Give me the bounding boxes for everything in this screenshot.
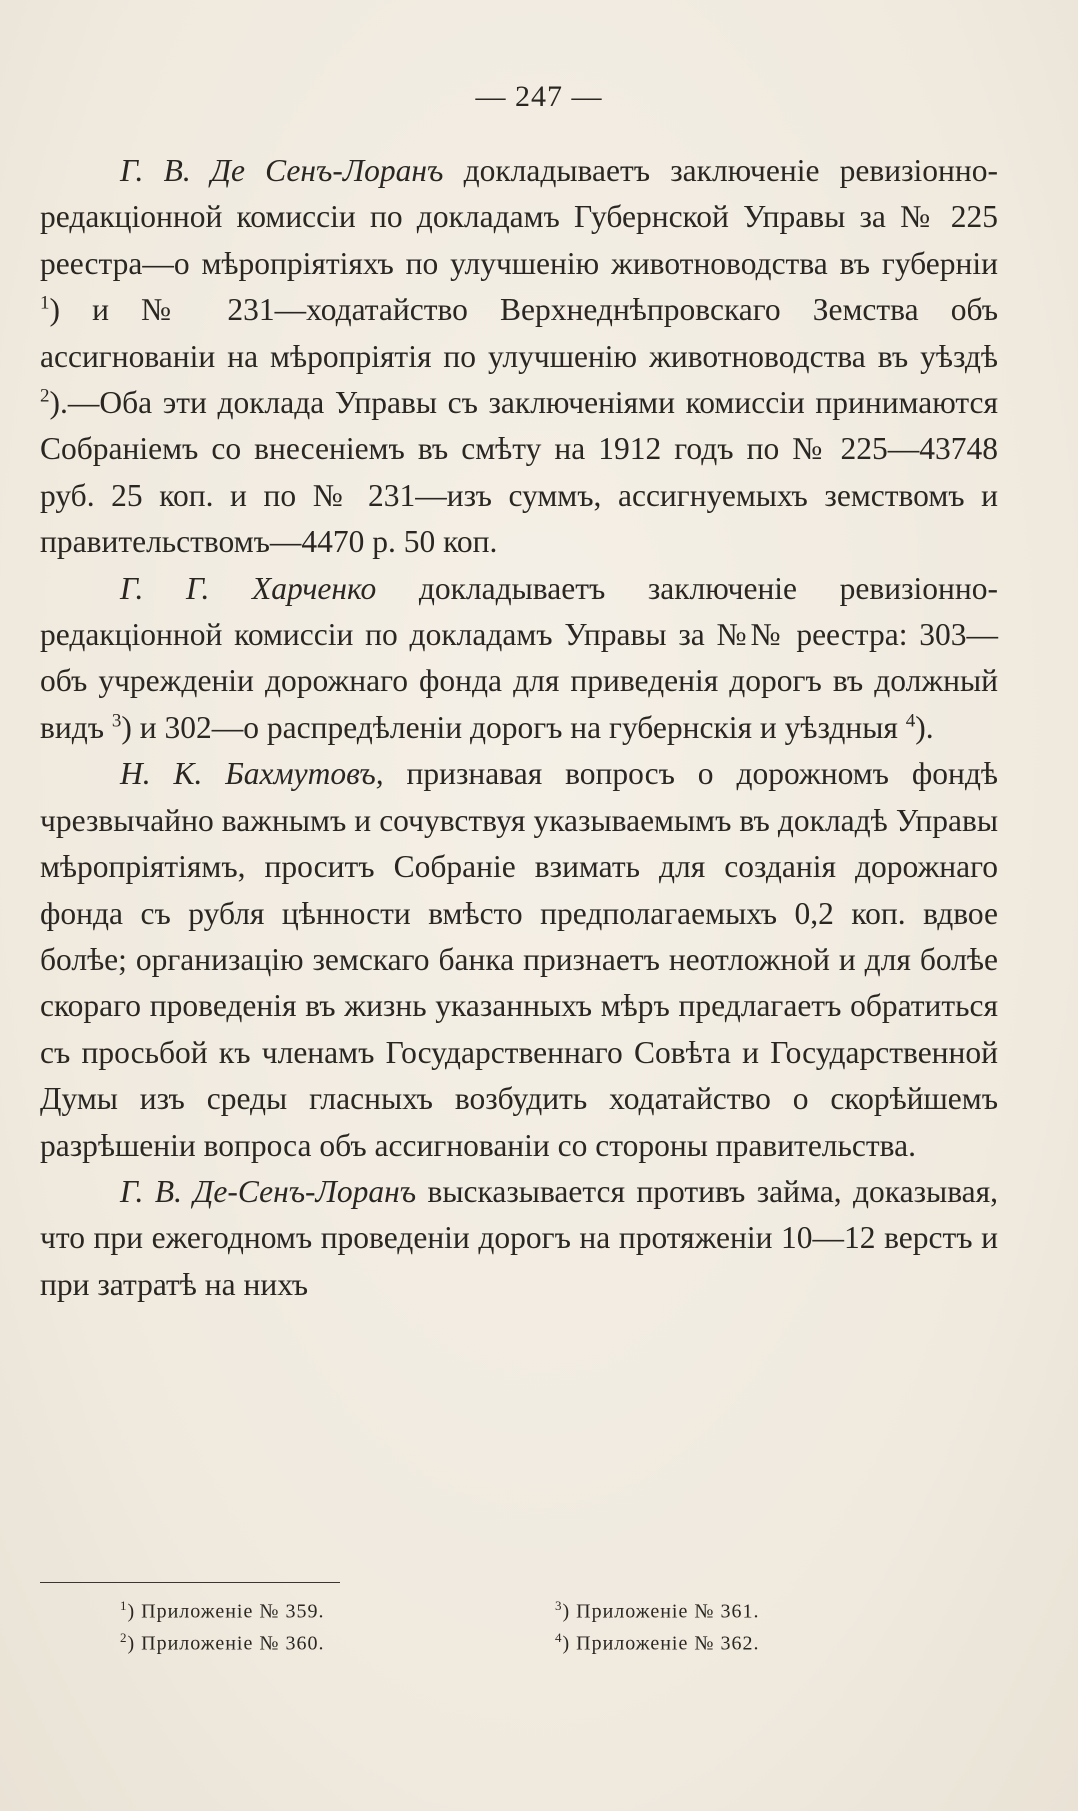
paragraph-3 (40, 751, 998, 1169)
paragraph-text: ).—Оба эти доклада Управы съ заключеніями комиссіи принимаются Собраніемъ со внесеніемъ въ смѣту на 1912 годъ по № 225—43748 руб. 25 коп. и по № 231—изъ суммъ, ассигнуемыхъ земствомъ и правительствомъ—4470 р. 50 коп. (40, 385, 998, 560)
footnote-ref: 4 (905, 710, 916, 732)
paragraph-text: докладываетъ заключеніе ревизіонно-редакціонной комиссіи по докладамъ Губернской Управы за № 225 реестра—о мѣропріятіяхъ по улучшенію животноводства въ губерніи (40, 153, 998, 281)
paragraph-text: ) и 302—о распредѣленіи дорогъ на губернскія и уѣздныя (121, 709, 906, 745)
speaker-name: Г. В. Де Сенъ-Лоранъ (120, 153, 444, 188)
page-number: — 247 — (475, 80, 603, 113)
paragraph-text: докладываетъ заключеніе ревизіонно-редакціонной комиссіи по докладамъ Управы за №№ реестра: 303—объ учрежденіи дорожнаго фонда для приведенія дорогъ въ должный видъ (40, 570, 998, 745)
speaker-name: Н. К. Бахмутовъ, (120, 756, 384, 792)
paragraph-text: признавая вопросъ о дорожномъ фондѣ чрезвычайно важнымъ и сочувствуя указываемымъ въ докладѣ Управы мѣропріятіямъ, проситъ Собраніе взимать для созданія дорожнаго фонда съ рубля цѣнности вмѣсто предполагаемыхъ 0,2 коп. вдвое болѣе; организацію земскаго банка признаетъ неотложной и для болѣе скораго проведенія въ жизнь указанныхъ мѣръ предлагаетъ обратиться съ просьбой къ членамъ Государственнаго Совѣта и Государственной Думы изъ среды гласныхъ возбудить ходатайство о скорѣйшемъ разрѣшеніи вопроса объ ассигнованіи со стороны правительства. (40, 756, 998, 1163)
paragraph-text: ). (915, 709, 934, 745)
speaker-name: Г. Г. Харченко (120, 570, 377, 606)
paragraph-text: ) и № 231—ходатайство Верхнеднѣпровскаго Земства объ ассигнованіи на мѣропріятія по улучшенію животноводства въ уѣздѣ (40, 292, 998, 374)
footnote-ref: 2 (40, 385, 50, 407)
footnote-divider (40, 1582, 340, 1583)
footnote-1: $^1$) Приложеніе № 359. (120, 1598, 325, 1623)
footnote-3: $^3$) Приложеніе № 361. (555, 1598, 760, 1623)
paragraph-2 (40, 566, 998, 752)
footnote-2: $^2$) Приложеніе № 360. (120, 1630, 325, 1655)
speaker-name: Г. В. Де-Сенъ-Лоранъ (120, 1173, 417, 1209)
paragraph-4 (40, 1169, 998, 1308)
footnote-4: $^4$) Приложеніе № 362. (555, 1630, 760, 1655)
footnote-ref: 1 (40, 292, 50, 314)
paragraph-1 (40, 148, 998, 566)
paragraph-text: высказывается противъ займа, доказывая, что при ежегодномъ проведеніи дорогъ на протяженіи 10—12 верстъ и при затратѣ на нихъ (40, 1173, 998, 1302)
main-text (40, 148, 998, 1308)
footnote-ref: 3 (111, 710, 122, 732)
